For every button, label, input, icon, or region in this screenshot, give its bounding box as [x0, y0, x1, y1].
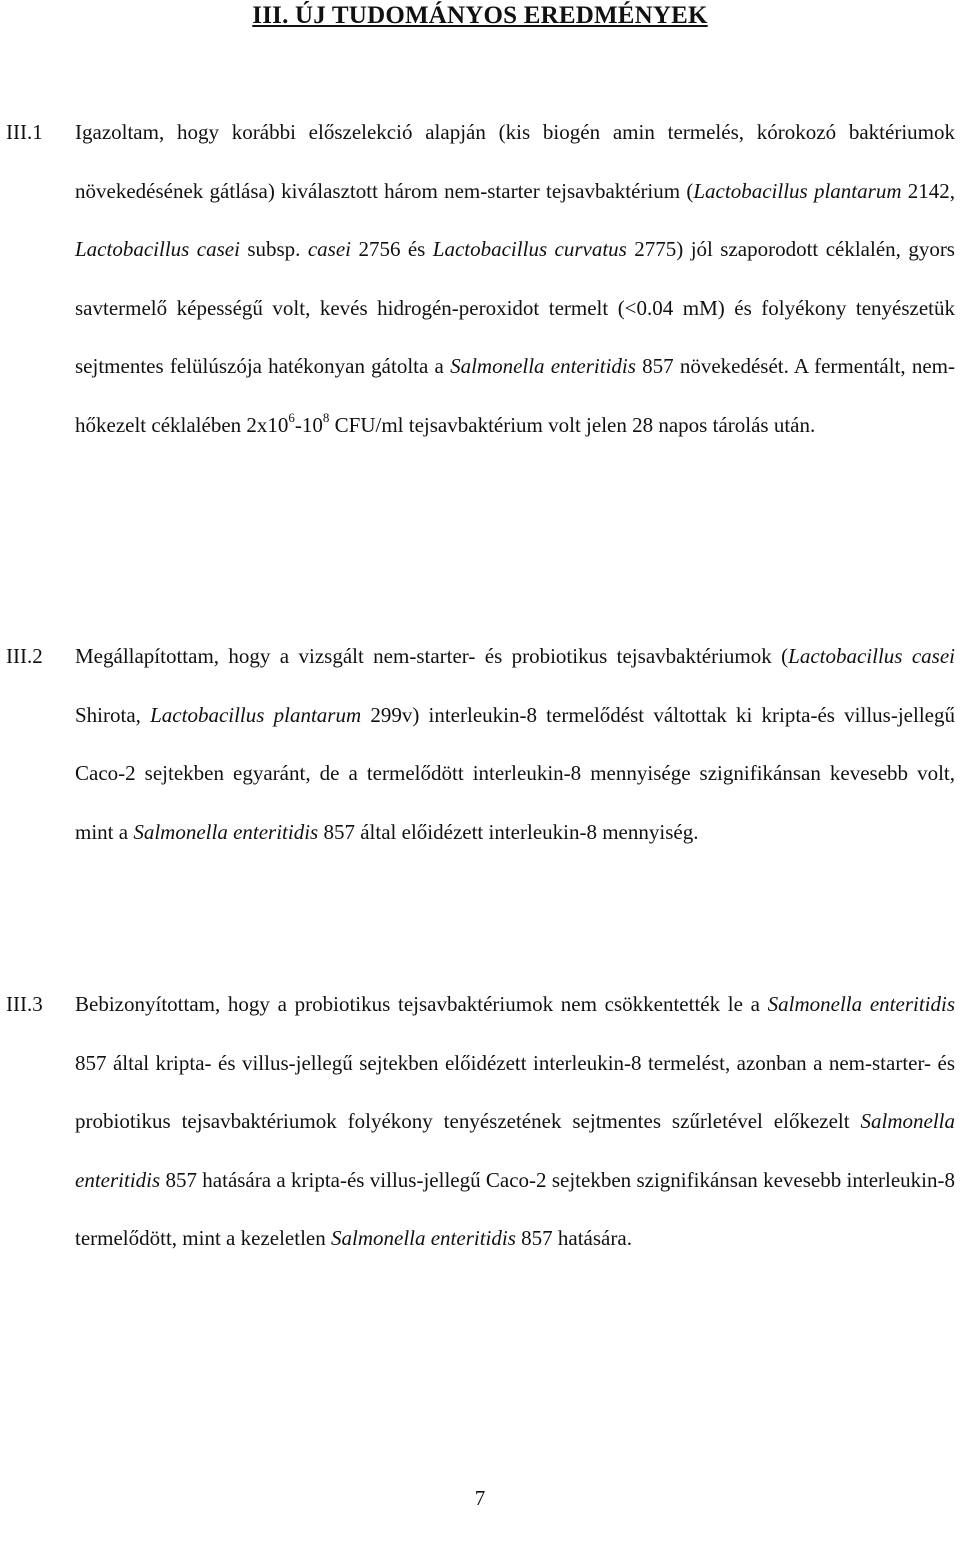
text-run: 299v) interleukin-8 termelődést váltottak ki kripta-és villus-jellegű Caco-2 sejtekben egyaránt, de a termelődött interleukin-8 mennyisége szignifikánsan kevesebb volt, mint a [75, 702, 955, 844]
italic-term: Lactobacillus casei [75, 237, 240, 261]
superscript: 6 [288, 409, 295, 425]
italic-term: Salmonella enteritidis [331, 1226, 516, 1250]
text-run: 857 hatására a kripta-és villus-jellegű Caco-2 sejtekben szignifikánsan kevesebb interleukin-8 termelődött, mint a kezeletlen [75, 1167, 955, 1250]
section-paragraph [75, 103, 955, 454]
italic-term: Lactobacillus plantarum [150, 702, 362, 727]
text-run: 2756 és [351, 237, 433, 261]
text-run: 2142, [901, 178, 956, 203]
superscript: 8 [322, 409, 330, 425]
section-paragraph [75, 975, 955, 1268]
section-number: III.3 [6, 992, 43, 1016]
page-number: 7 [474, 1486, 486, 1510]
section-paragraph [75, 627, 955, 861]
text-run: subsp. [239, 237, 308, 261]
italic-term: Lactobacillus plantarum [693, 178, 902, 203]
italic-term: casei [307, 237, 352, 261]
text-run: 857 által kripta- és villus-jellegű sejtekben előidézett interleukin-8 termelést, azonban a nem-starter- és probiotikus tejsavbaktériumok folyékony tenyészetének sejtmentes szűrletével előkezelt [75, 1050, 955, 1133]
text-run: Megállapítottam, hogy a vizsgált nem-starter- és probiotikus tejsavbaktériumok ( [75, 644, 789, 668]
text-run: CFU/ml tejsavbaktérium volt jelen 28 napos tárolás után. [329, 412, 816, 437]
text-run: Bebizonyítottam, hogy a probiotikus tejsavbaktériumok nem csökkentették le a [75, 992, 768, 1016]
italic-term: Salmonella enteritidis [767, 992, 955, 1016]
italic-term: Lactobacillus casei [788, 644, 955, 668]
section-number: III.2 [6, 644, 43, 668]
text-run: Igazoltam, hogy korábbi előszelekció alapján (kis biogén amin termelés, kórokozó baktériumok növekedésének gátlása) kiválasztott három nem-starter tejsavbaktérium ( [75, 120, 955, 203]
italic-term: Lactobacillus curvatus [432, 237, 627, 261]
text-run: 2775) jól szaporodott céklalén, gyors savtermelő képességű volt, kevés hidrogén-peroxidot termelt (<0.04 mM) és folyékony tenyészetük sejtmentes felülúszója hatékonyan gátolta a [75, 237, 955, 378]
italic-term: Salmonella enteritidis [75, 1109, 955, 1192]
italic-term: Salmonella enteritidis [133, 819, 319, 844]
section-number: III.1 [6, 120, 43, 144]
page-title: III. ÚJ TUDOMÁNYOS EREDMÉNYEK [252, 2, 708, 29]
text-run: Shirota, [75, 702, 151, 727]
italic-term: Salmonella enteritidis [450, 354, 636, 378]
text-run: 857 hatására. [515, 1226, 632, 1250]
text-run: 857 által előidézett interleukin-8 mennyiség. [318, 819, 699, 844]
text-run: -10 [294, 412, 323, 437]
text-run: 857 növekedését. A fermentált, nem-hőkezelt céklalében 2x10 [75, 354, 956, 437]
